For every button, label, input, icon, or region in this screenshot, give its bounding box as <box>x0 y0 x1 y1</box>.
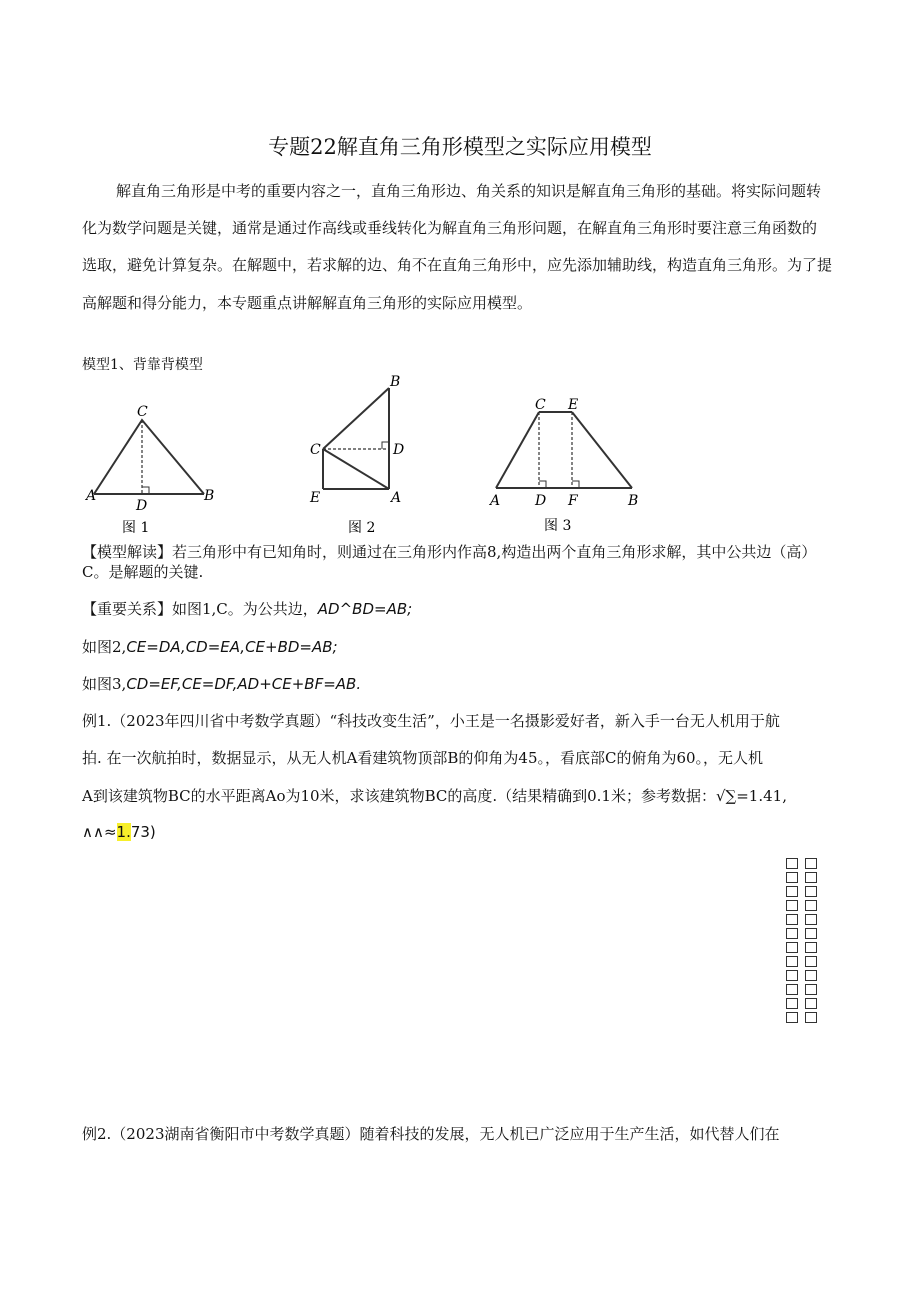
intro-line-1: 解直角三角形是中考的重要内容之一，直角三角形边、角关系的知识是解直角三角形的基础。将实际问题转 <box>116 182 822 200</box>
answer-box-column-right <box>805 858 817 1023</box>
fig2-line-CB <box>323 388 389 449</box>
fig2-caption: 图 2 <box>348 520 376 536</box>
relation-fig3-formula: CD=EF,CE=DF,AD+CE+BF=AB. <box>126 675 362 693</box>
fig3-line-EB <box>572 412 632 488</box>
figure-3 <box>484 394 644 538</box>
relation-fig3-prefix: 如图3, <box>82 675 127 693</box>
placeholder-box <box>786 858 798 869</box>
intro-line-2: 化为数学问题是关键，通常是通过作高线或垂线转化为解直角三角形问题，在解直角三角形时要注意三角函数的 <box>82 219 818 237</box>
placeholder-box <box>786 886 798 897</box>
intro-line-3: 选取，避免计算复杂。在解题中，若求解的边、角不在直角三角形中，应先添加辅助线，构造直角三角形。为了提 <box>82 256 833 274</box>
fig1-triangle-sides <box>94 420 204 494</box>
intro-line-4: 高解题和得分能力，本专题重点讲解解直角三角形的实际应用模型。 <box>82 294 533 312</box>
fig3-right-angle-mark-F <box>572 481 579 488</box>
fig2-right-angle-mark <box>382 442 389 449</box>
placeholder-box <box>786 970 798 981</box>
placeholder-box <box>786 872 798 883</box>
relation-fig1 <box>82 602 412 617</box>
placeholder-box <box>786 956 798 967</box>
fig1-label-B: B <box>204 488 215 504</box>
example1-line4-highlight: 1. <box>116 823 131 841</box>
figure-2 <box>302 372 422 538</box>
interpretation-line-1: 【模型解读】若三角形中有已知角时，则通过在三角形内作高8,构造出两个直角三角形求解，其中公共边（高） <box>82 543 817 561</box>
relation-fig3 <box>82 677 361 692</box>
fig3-line-CA <box>496 412 539 488</box>
fig3-caption: 图 3 <box>544 518 572 534</box>
placeholder-box <box>786 1012 798 1023</box>
fig3-label-F: F <box>568 493 578 509</box>
placeholder-box <box>805 1012 817 1023</box>
figure-1 <box>84 400 224 538</box>
placeholder-box <box>805 956 817 967</box>
placeholder-box <box>805 928 817 939</box>
fig2-label-D: D <box>393 442 405 458</box>
fig2-label-A: A <box>391 490 402 506</box>
placeholder-box <box>786 942 798 953</box>
placeholder-box <box>805 998 817 1009</box>
placeholder-box <box>805 970 817 981</box>
fig1-label-A: A <box>86 488 97 504</box>
placeholder-box <box>805 858 817 869</box>
fig3-label-D: D <box>535 493 547 509</box>
placeholder-box <box>805 984 817 995</box>
fig2-label-E: E <box>310 490 321 506</box>
placeholder-box <box>805 886 817 897</box>
fig1-caption: 图 1 <box>122 520 150 536</box>
example1-line-2: 拍. 在一次航拍时，数据显示，从无人机A看建筑物顶部B的仰角为45。，看底部C的俯角为60。，无人机 <box>82 749 764 767</box>
placeholder-box <box>805 942 817 953</box>
placeholder-box <box>786 900 798 911</box>
fig2-line-CA <box>323 449 389 489</box>
placeholder-box <box>786 984 798 995</box>
placeholder-box <box>786 928 798 939</box>
fig2-label-C: C <box>310 442 321 458</box>
fig3-label-A: A <box>490 493 501 509</box>
fig3-label-E: E <box>568 397 579 413</box>
relation-fig1-prefix: 【重要关系】如图1,C。为公共边， <box>82 600 318 618</box>
fig3-right-angle-mark-D <box>539 481 546 488</box>
interpretation-line-2: C。是解题的关键. <box>82 563 204 581</box>
example1-line4-pre: ∧∧≈ <box>82 823 117 841</box>
placeholder-box <box>805 872 817 883</box>
example1-line-1: 例1.（2023年四川省中考数学真题）“科技改变生活”，小王是一名摄影爱好者，新入手一台无人机用于航 <box>82 712 780 730</box>
placeholder-box <box>805 914 817 925</box>
fig3-label-B: B <box>628 493 639 509</box>
placeholder-box <box>786 998 798 1009</box>
example1-line4-post: 73) <box>130 823 156 841</box>
relation-fig2 <box>82 640 338 655</box>
relation-fig2-formula: CE=DA,CD=EA,CE+BD=AB; <box>126 638 338 656</box>
model-heading: 模型1、背靠背模型 <box>82 357 203 373</box>
example2-line-1: 例2.（2023湖南省衡阳市中考数学真题）随着科技的发展，无人机已广泛应用于生产生活，如代替人们在 <box>82 1125 780 1143</box>
fig2-label-B: B <box>390 374 401 390</box>
fig1-label-D: D <box>136 498 148 514</box>
relation-fig1-formula: AD^BD=AB; <box>317 600 413 618</box>
placeholder-box <box>805 900 817 911</box>
fig3-label-C: C <box>535 397 546 413</box>
example1-line-3: A到该建筑物BC的水平距离Ao为10米，求该建筑物BC的高度.（结果精确到0.1米；参考数据：√∑=1.41, <box>82 787 787 805</box>
answer-box-column-left <box>786 858 798 1023</box>
relation-fig2-prefix: 如图2, <box>82 638 127 656</box>
fig1-right-angle-mark <box>142 487 149 494</box>
example1-line-4 <box>82 825 156 840</box>
page-title: 专题22解直角三角形模型之实际应用模型 <box>268 135 652 159</box>
fig1-label-C: C <box>137 404 148 420</box>
placeholder-box <box>786 914 798 925</box>
